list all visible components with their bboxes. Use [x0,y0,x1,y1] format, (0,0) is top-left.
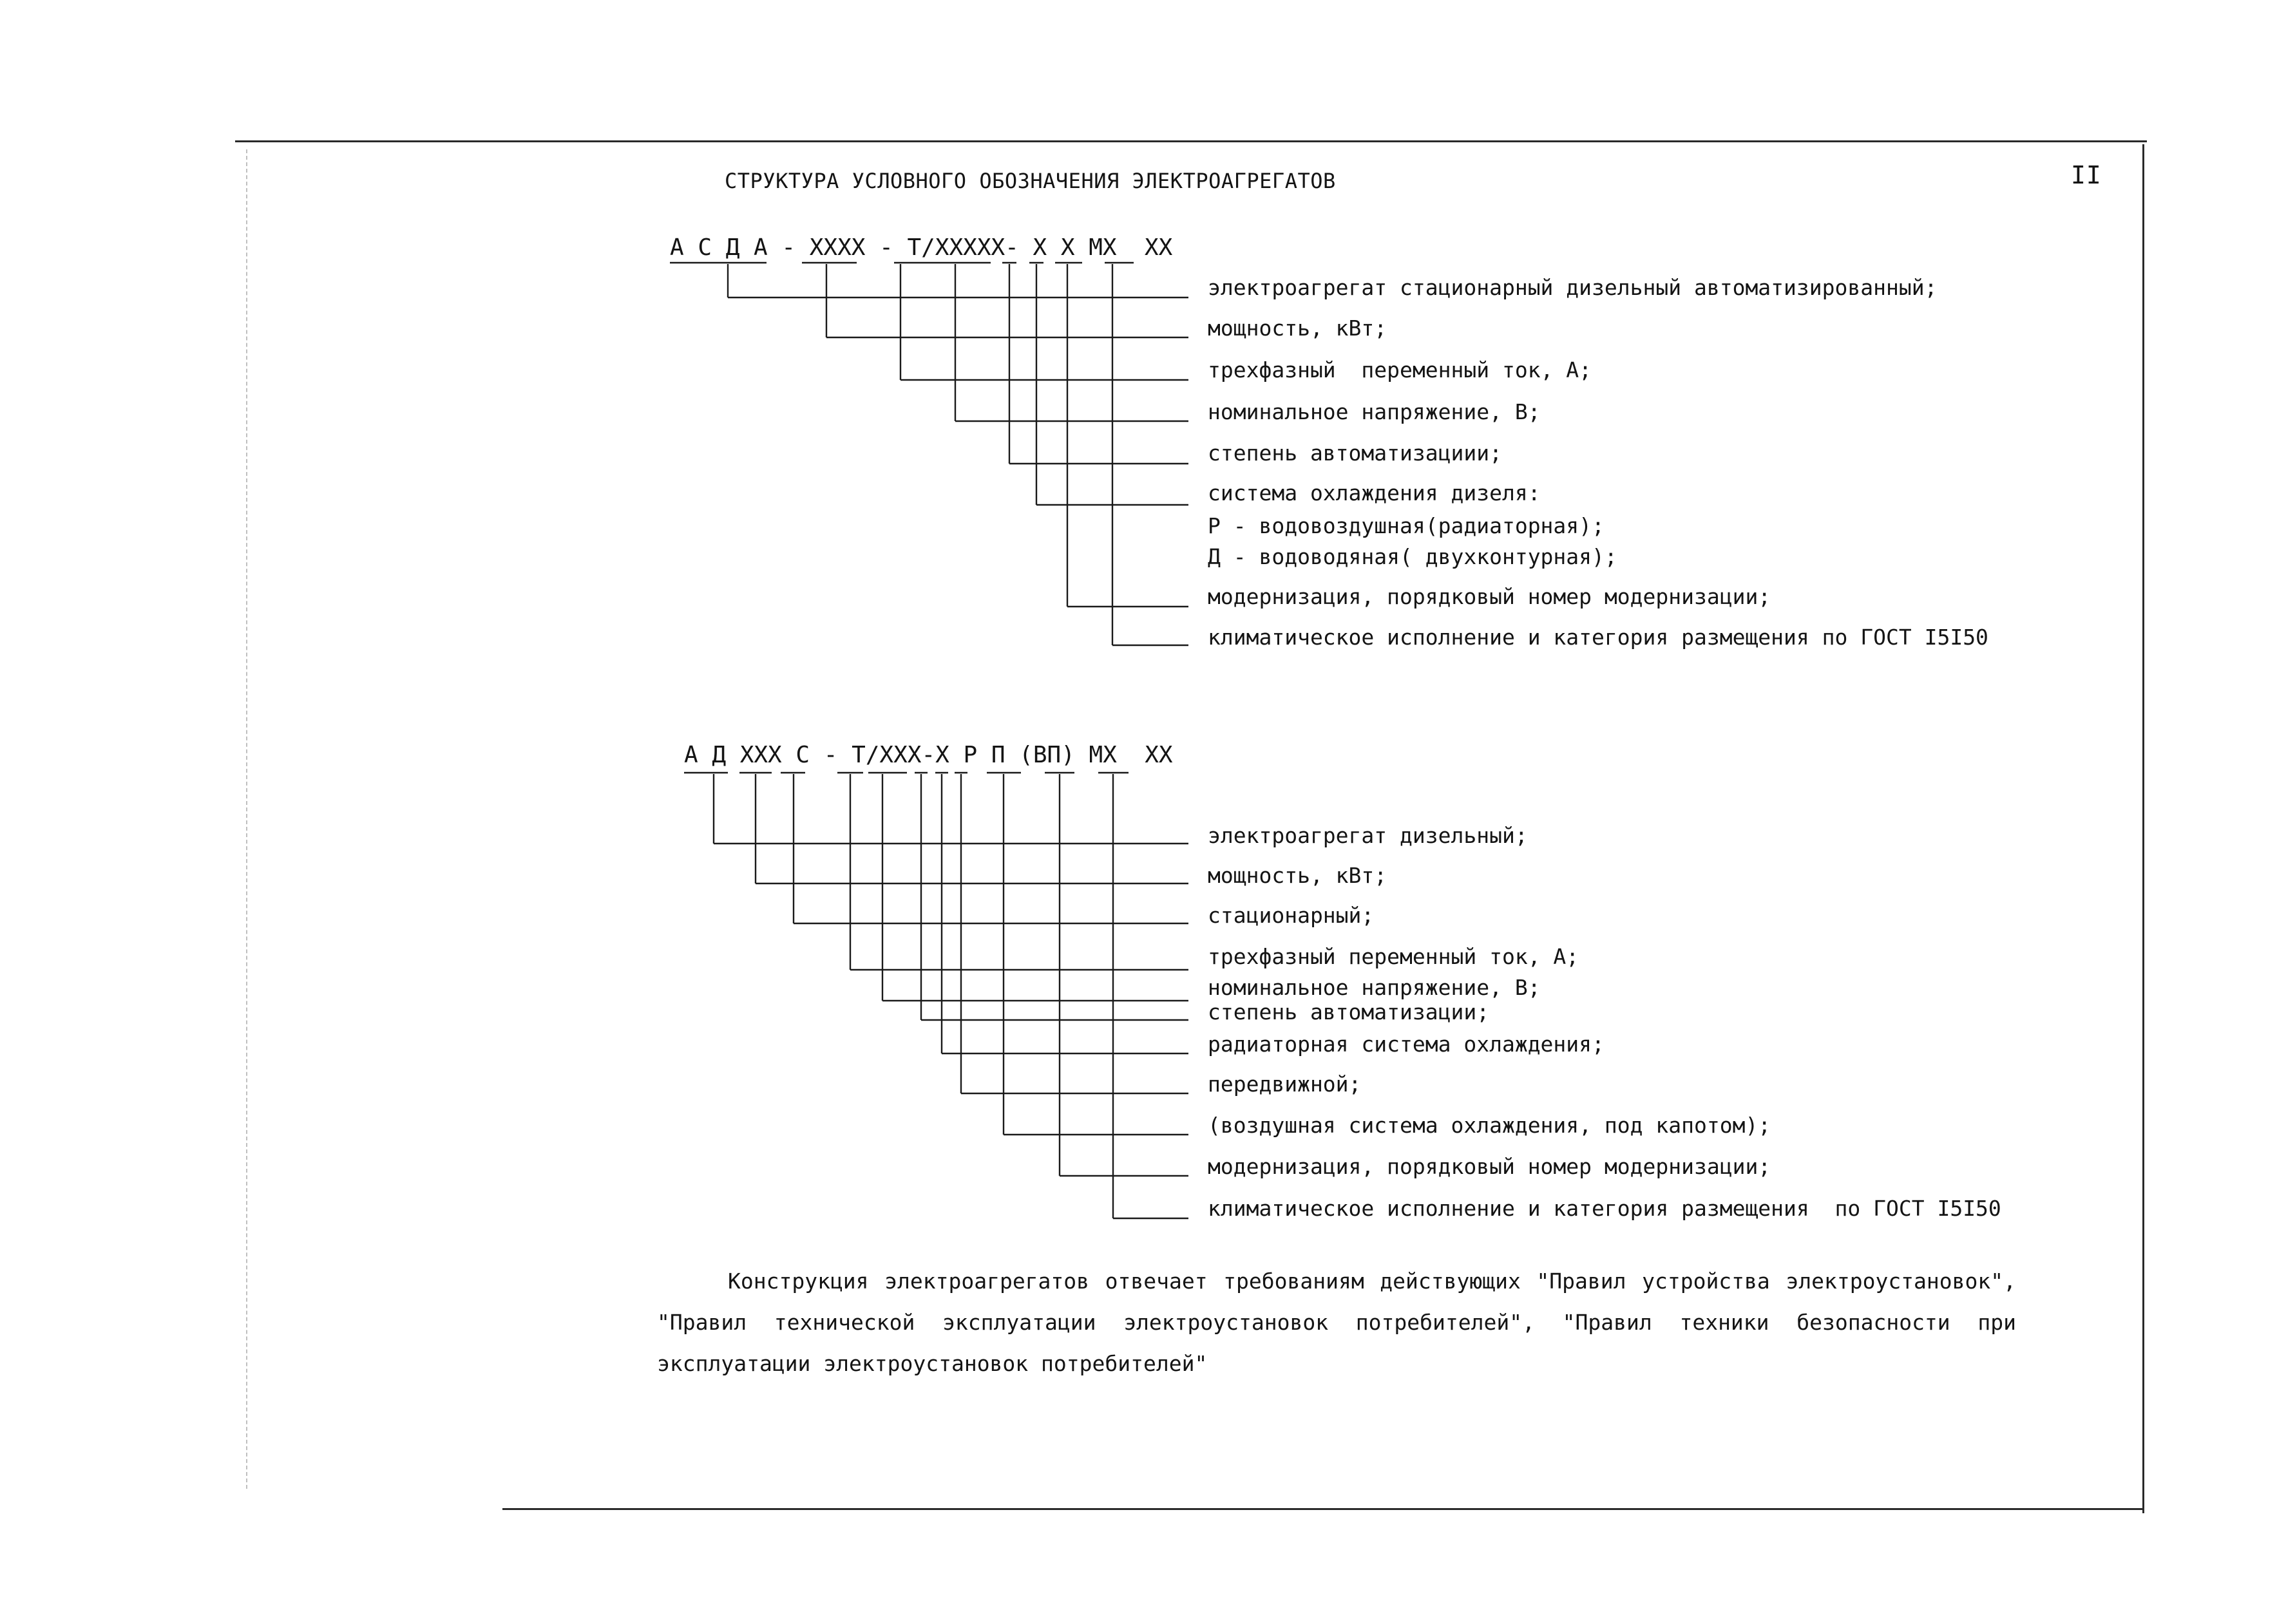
scheme1-label: Р - водовоздушная(радиаторная); [1208,513,1605,538]
scheme2-connectors [714,774,1188,1218]
scheme1-label: степень автоматизациии; [1208,440,1502,466]
scheme2-label: электроагрегат дизельный; [1208,823,1528,848]
scheme2-label: (воздушная система охлаждения, под капотом); [1208,1113,1771,1138]
scheme1-connectors [728,264,1188,645]
scheme2-label: радиаторная система охлаждения; [1208,1032,1605,1057]
scheme2-label: передвижной; [1208,1072,1362,1097]
scheme1-label: Д - водоводяная( двухконтурная); [1208,544,1617,569]
scheme2-label: степень автоматизации; [1208,999,1490,1024]
compliance-paragraph [657,1261,2016,1384]
scheme2-label: номинальное напряжение, В; [1208,975,1541,1000]
scheme1-label: мощность, кВт; [1208,316,1387,341]
page-number: II [2071,161,2102,189]
scheme1-code: А С Д А - ХХХХ - Т/ХХХХХ- Х Х МХ ХХ [670,234,1173,261]
scheme1-label: модернизация, порядковый номер модернизации; [1208,584,1771,609]
scheme1-label: электроагрегат стационарный дизельный автоматизированный; [1208,275,1938,300]
scheme1-label: климатическое исполнение и категория размещения по ГОСТ I5I50 [1208,625,1988,650]
scheme2-label: модернизация, порядковый номер модернизации; [1208,1154,1771,1179]
scheme2-label: стационарный; [1208,903,1375,928]
compliance-text: Конструкция электроагрегатов отвечает требованиям действующих "Правил устройства электроустановок", "Правил технической эксплуатации электроустановок потребителей", "Правил техники безопасности при эксплуатации электроустановок потребителей" [657,1269,2016,1376]
scheme2-label: мощность, кВт; [1208,863,1387,888]
scheme1-label: номинальное напряжение, В; [1208,399,1541,424]
scheme2-label: трехфазный переменный ток, А; [1208,944,1579,969]
scheme1-label: система охлаждения дизеля: [1208,480,1541,505]
scheme2-code: А Д ХХХ С - Т/ХХХ-Х Р П (ВП) МХ ХХ [684,742,1173,768]
scheme2-label: климатическое исполнение и категория размещения по ГОСТ I5I50 [1208,1196,2001,1221]
page-title: СТРУКТУРА УСЛОВНОГО ОБОЗНАЧЕНИЯ ЭЛЕКТРОАГРЕГАТОВ [725,169,1336,193]
scheme1-label: трехфазный переменный ток, А; [1208,357,1592,382]
